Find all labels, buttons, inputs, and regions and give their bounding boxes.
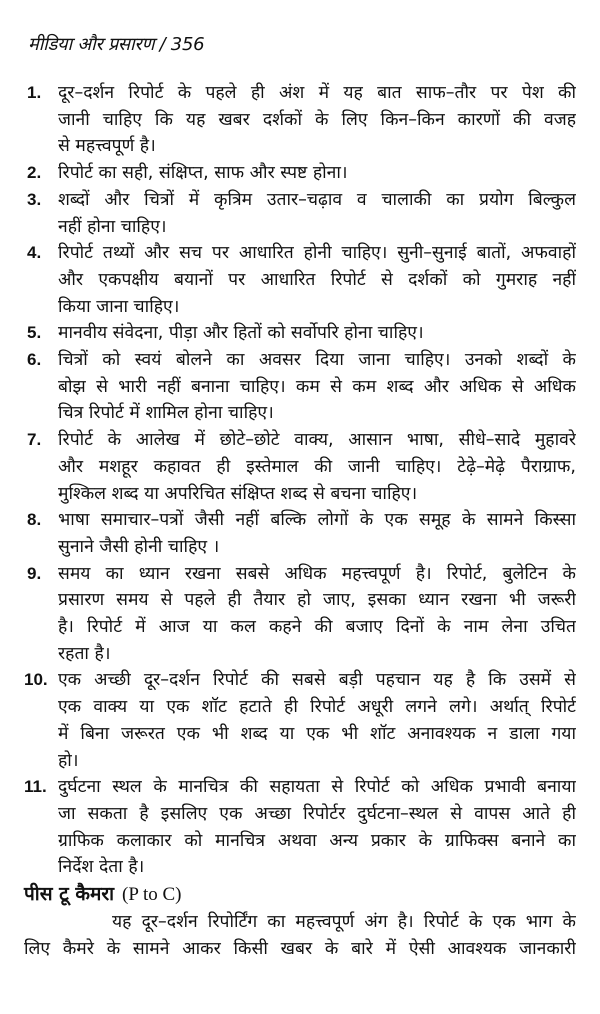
text-line: एक अच्छी दूर–दर्शन रिपोर्ट की सबसे बड़ी पहचान यह है कि उसमें से xyxy=(58,670,576,691)
list-item xyxy=(24,774,576,881)
page-content xyxy=(24,80,576,962)
list-item-number: 10. xyxy=(24,670,48,690)
text-line: मुश्किल शब्द या अपरिचित संक्षिप्त शब्द से बचना चाहिए। xyxy=(58,483,418,504)
list-item-number: 3. xyxy=(27,189,42,209)
section-paragraph xyxy=(24,909,576,962)
text-line: जानी चाहिए कि यह खबर दर्शकों के लिए किन–किन कारणों की वजह xyxy=(58,109,576,130)
text-line: और मशहूर कहावत ही इस्तेमाल की जानी चाहिए। टेढ़े–मेढ़े पैराग्राफ, xyxy=(58,456,576,477)
text-line: हो। xyxy=(58,750,79,771)
text-line: में बिना जरूरत एक भी शब्द या एक भी शॉट अनावश्यक न डाला गया xyxy=(58,723,576,744)
text-line: जा सकता है इसलिए एक अच्छा रिपोर्टर दुर्घटना–स्थल से वापस आते ही xyxy=(58,803,576,824)
text-line: ग्राफिक कलाकार को मानचित्र अथवा अन्य प्रकार के ग्राफिक्स बनाने का xyxy=(58,830,576,851)
section-heading-hindi: पीस टू कैमरा xyxy=(24,883,115,906)
list-item-number: 1. xyxy=(27,83,42,102)
list-item xyxy=(24,320,576,347)
section-heading-latin: (P to C) xyxy=(122,884,182,906)
text-line: रहता है। xyxy=(58,643,111,664)
text-line: शब्दों और चित्रों में कृत्रिम उतार–चढ़ाव व चालाकी का प्रयोग बिल्कुल xyxy=(58,189,576,210)
list-item-number: 9. xyxy=(27,563,42,583)
text-line: बोझ से भारी नहीं बनाना चाहिए। कम से कम शब्द और अधिक से अधिक xyxy=(58,376,576,397)
text-line: रिपोर्ट का सही, संक्षिप्त, साफ और स्पष्ट होना। xyxy=(58,163,348,184)
text-line: है। रिपोर्ट में आज या कल कहने की बजाए दिनों के नाम लेना उचित xyxy=(58,617,576,638)
text-line: समय का ध्यान रखना सबसे अधिक महत्त्वपूर्ण है। रिपोर्ट, बुलेटिन के xyxy=(58,563,576,584)
text-line: लिए कैमरे के सामने आकर किसी खबर के बारे में ऐसी आवश्यक जानकारी xyxy=(24,938,576,959)
text-line: यह दूर–दर्शन रिपोर्टिंग का महत्त्वपूर्ण अंग है। रिपोर्ट के एक भाग के xyxy=(112,911,576,932)
text-line: चित्रों को स्वयं बोलने का अवसर दिया जाना चाहिए। उनको शब्दों के xyxy=(58,350,576,371)
text-line: किया जाना चाहिए। xyxy=(58,296,180,317)
numbered-list xyxy=(24,80,576,881)
text-line: सुनाने जैसी होनी चाहिए । xyxy=(58,536,220,557)
list-item xyxy=(24,160,576,187)
list-item xyxy=(24,667,576,774)
text-line: रिपोर्ट के आलेख में छोटे–छोटे वाक्य, आसान भाषा, सीधे–सादे मुहावरे xyxy=(58,430,576,451)
list-item-number: 6. xyxy=(27,350,42,370)
list-item xyxy=(24,80,576,160)
text-line: और एकपक्षीय बयानों पर आधारित रिपोर्ट से दर्शकों को गुमराह नहीं xyxy=(58,269,576,290)
text-line: भाषा समाचार–पत्रों जैसी नहीं बल्कि लोगों के एक समूह के सामने किस्सा xyxy=(58,510,576,531)
list-item-number: 2. xyxy=(27,163,42,183)
list-item xyxy=(24,507,576,560)
text-line: चित्र रिपोर्ट में शामिल होना चाहिए। xyxy=(58,403,274,424)
text-line: दुर्घटना स्थल के मानचित्र की सहायता से रिपोर्ट को अधिक प्रभावी बनाया xyxy=(58,777,576,798)
text-line: दूर–दर्शन रिपोर्ट के पहले ही अंश में यह बात साफ–तौर पर पेश की xyxy=(58,83,576,103)
list-item xyxy=(24,561,576,668)
text-line: से महत्त्वपूर्ण है। xyxy=(58,136,156,157)
list-item-number: 8. xyxy=(27,510,42,530)
list-item-number: 4. xyxy=(27,243,42,263)
text-line: एक वाक्य या एक शॉट हटाते ही रिपोर्ट अधूरी लगने लगे। अर्थात् रिपोर्ट xyxy=(58,697,576,718)
list-item xyxy=(24,347,576,427)
text-line: रिपोर्ट तथ्यों और सच पर आधारित होनी चाहिए। सुनी–सुनाई बातों, अफवाहों xyxy=(58,243,576,264)
list-item-number: 11. xyxy=(24,777,47,797)
list-item xyxy=(24,240,576,320)
text-line: मानवीय संवेदना, पीड़ा और हितों को सर्वोपरि होना चाहिए। xyxy=(58,323,424,344)
list-item xyxy=(24,187,576,240)
section-heading xyxy=(24,881,576,909)
text-line: नहीं होना चाहिए। xyxy=(58,216,167,237)
list-item xyxy=(24,427,576,507)
text-line: निर्देश देता है। xyxy=(58,857,145,878)
list-item-number: 5. xyxy=(27,323,42,343)
text-line: प्रसारण समय से पहले ही तैयार हो जाए, इसका ध्यान रखना भी जरूरी xyxy=(58,590,576,611)
page-header: मीडिया और प्रसारण / 356 xyxy=(28,34,205,55)
list-item-number: 7. xyxy=(27,430,42,450)
